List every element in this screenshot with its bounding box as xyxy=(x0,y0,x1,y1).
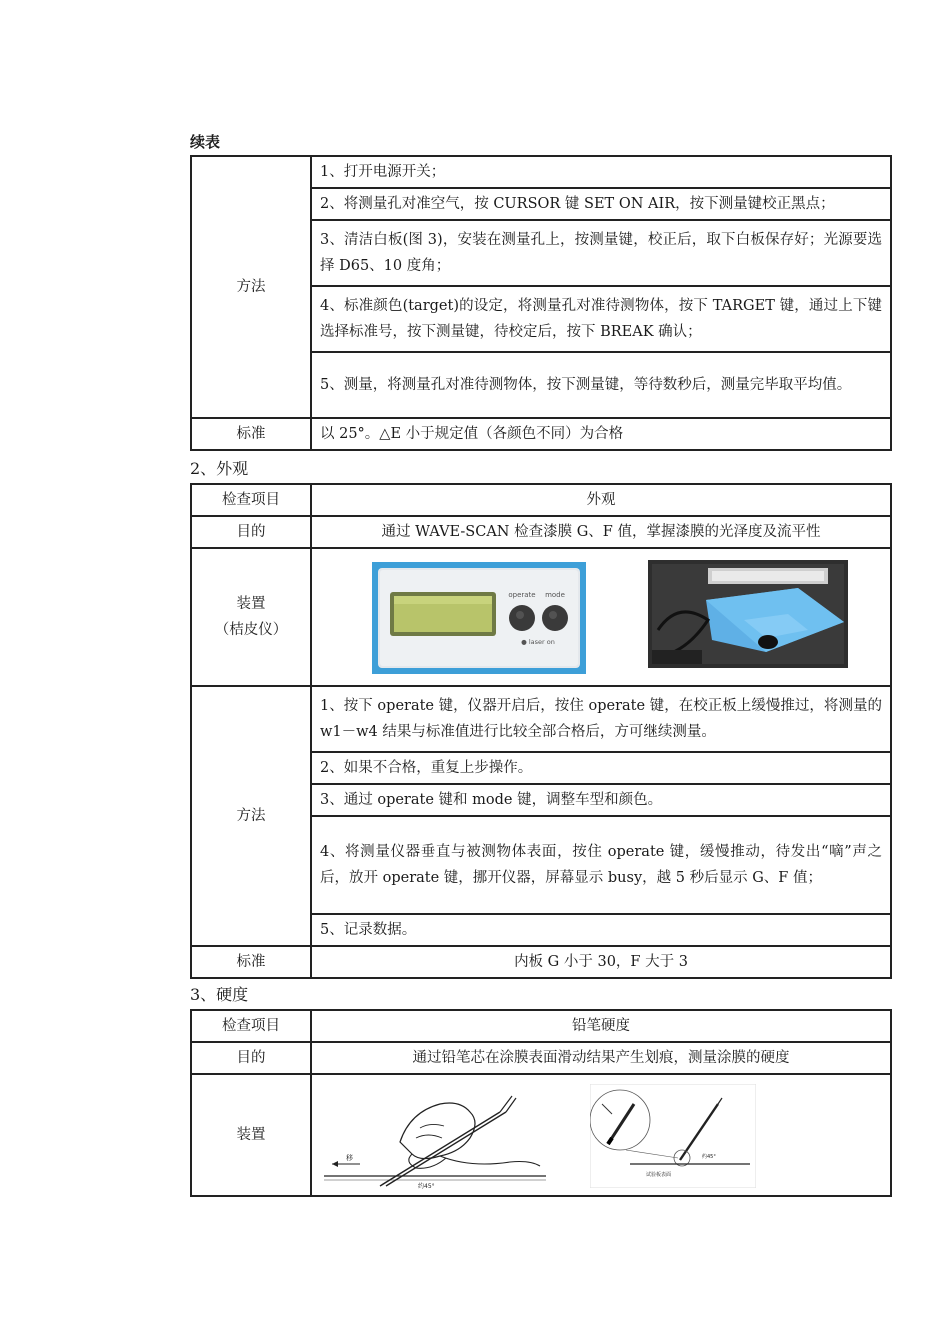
device-images xyxy=(311,548,891,686)
item-value: 外观 xyxy=(311,484,891,516)
method-step-4: 4、标准颜色(target)的设定，将测量孔对准待测物体，按下 TARGET 键，通过上下键选择标准号，按下测量键，待校定后，按下 BREAK 确认； xyxy=(311,286,891,352)
appearance-step-4: 4、将测量仪器垂直与被测物体表面，按住 operate 键，缓慢推动，待发出“嘀”声之后，放开 operate 键，挪开仪器，屏幕显示 busy，越 5 秒后显示 G、F 值； xyxy=(311,816,891,914)
device-label-cell xyxy=(191,548,311,686)
appearance-step-1: 1、按下 operate 键，仪器开启后，按住 operate 键，在校正板上缓慢推过，将测量的 w1－w4 结果与标准值进行比较全部合格后，方可继续测量。 xyxy=(311,686,891,752)
hardness-device-images xyxy=(311,1074,891,1196)
pencil-hand-sketch xyxy=(320,1082,550,1190)
angle-label: 约45° xyxy=(418,1183,435,1190)
angle-tag: 约45° xyxy=(702,1154,716,1160)
hardness-item-value: 铅笔硬度 xyxy=(311,1010,891,1042)
appearance-method-label: 方法 xyxy=(191,686,311,946)
continued-table-title: 续表 xyxy=(190,133,221,151)
pencil-angle-diagram xyxy=(590,1084,756,1188)
appearance-table xyxy=(190,483,892,979)
method-label: 方法 xyxy=(191,156,311,418)
section-3-title: 3、硬度 xyxy=(190,985,249,1004)
hardness-purpose-label: 目的 xyxy=(191,1042,311,1074)
appearance-step-5: 5、记录数据。 xyxy=(311,914,891,946)
method-step-2: 2、将测量孔对准空气，按 CURSOR 键 SET ON AIR，按下测量键校正黑点； xyxy=(311,188,891,220)
hardness-device-label: 装置 xyxy=(191,1074,311,1196)
purpose-label: 目的 xyxy=(191,516,311,548)
method-step-5: 5、测量，将测量孔对准待测物体，按下测量键，等待数秒后，测量完毕取平均值。 xyxy=(311,352,891,418)
device-label: 装置 xyxy=(236,596,266,612)
standard-text: 以 25°。△E 小于规定值（各颜色不同）为合格 xyxy=(311,418,891,450)
standard-label: 标准 xyxy=(191,418,311,450)
operate-label: operate xyxy=(508,591,536,599)
move-arrow-label: 移 xyxy=(346,1154,353,1162)
method-step-3: 3、清洁白板(图 3)，安装在测量孔上，按测量键，校正后，取下白板保存好；光源要选择 D65、10 度角； xyxy=(311,220,891,286)
hardness-table xyxy=(190,1009,892,1197)
appearance-standard-label: 标准 xyxy=(191,946,311,978)
color-method-table xyxy=(190,155,892,451)
section-2-title: 2、外观 xyxy=(190,459,249,478)
hardness-item-label: 检查项目 xyxy=(191,1010,311,1042)
appearance-step-3: 3、通过 operate 键和 mode 键，调整车型和颜色。 xyxy=(311,784,891,816)
hardness-purpose-value: 通过铅笔芯在涂膜表面滑动结果产生划痕，测量涂膜的硬度 xyxy=(311,1042,891,1074)
purpose-value: 通过 WAVE-SCAN 检查漆膜 G、F 值，掌握漆膜的光泽度及流平性 xyxy=(311,516,891,548)
appearance-standard-text: 内板 G 小于 30，F 大于 3 xyxy=(311,946,891,978)
laser-on-label: ● laser on xyxy=(521,638,555,646)
appearance-step-2: 2、如果不合格，重复上步操作。 xyxy=(311,752,891,784)
method-step-1: 1、打开电源开关； xyxy=(311,156,891,188)
device-sublabel: （桔皮仪） xyxy=(214,622,288,638)
mode-label: mode xyxy=(545,591,565,599)
wave-scan-case-image xyxy=(648,560,848,668)
base-label: 试验板表面 xyxy=(646,1172,672,1178)
item-label: 检查项目 xyxy=(191,484,311,516)
wave-scan-front-image xyxy=(372,562,586,674)
